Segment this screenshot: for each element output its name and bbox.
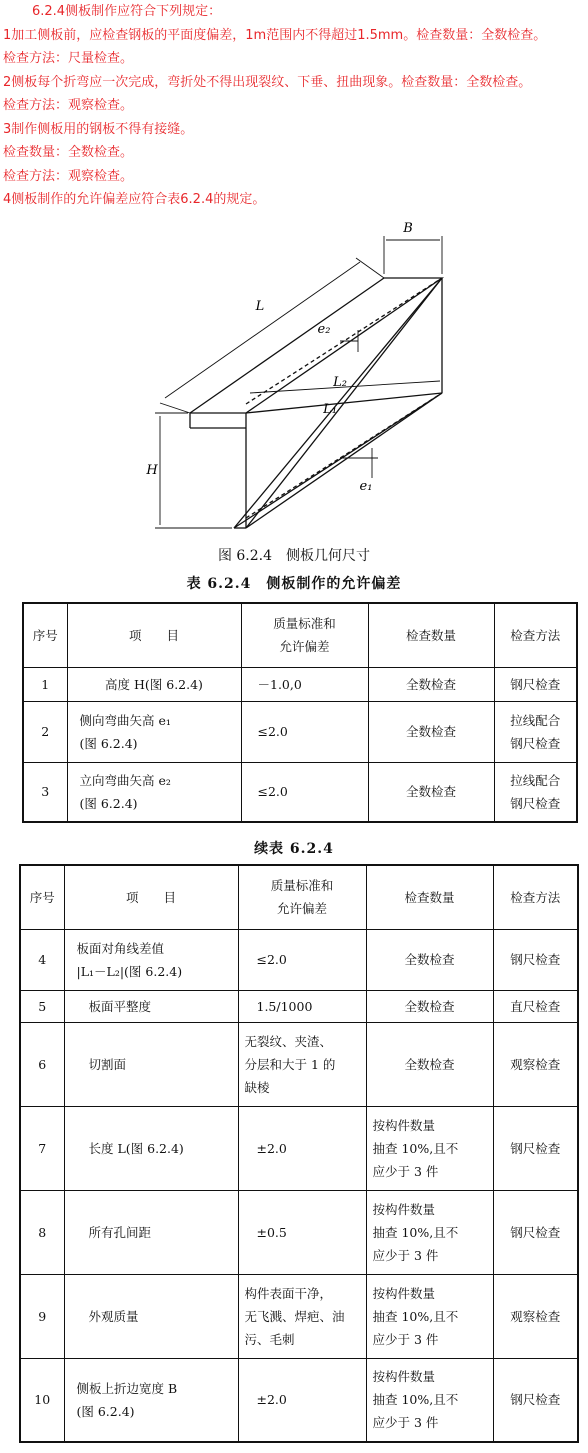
header-cell: 项 目: [67, 603, 241, 667]
side-plate-figure: [0, 218, 588, 538]
intro-line: 2侧板每个折弯应一次完成，弯折处不得出现裂纹、下垂、扭曲现象。检查数量：全数检查。: [3, 74, 532, 90]
cell: 高度 H(图 6.2.4): [67, 667, 241, 701]
cell: 钢尺检查: [493, 1106, 578, 1190]
cell: ±2.0: [238, 1358, 366, 1442]
cell: 按构件数量 抽查 10%,且不 应少于 3 件: [366, 1274, 493, 1358]
cell: 构件表面干净， 无飞溅、焊疤、油 污、毛刺: [238, 1274, 366, 1358]
cell: 6: [20, 1022, 64, 1106]
cell: 全数检查: [368, 762, 494, 822]
cell: 按构件数量 抽查 10%,且不 应少于 3 件: [366, 1106, 493, 1190]
table-row: [20, 990, 578, 1022]
intro-line: 检查方法：尺量检查。: [3, 51, 134, 66]
table-row: [23, 701, 577, 762]
cell: 全数检查: [368, 667, 494, 701]
table-row: [23, 667, 577, 701]
label-e1: e₁: [359, 479, 373, 494]
intro-text: [3, 0, 588, 212]
cell: 板面对角线差值 |L₁－L₂|(图 6.2.4): [64, 929, 238, 990]
cell: 全数检查: [366, 1022, 493, 1106]
table1: [22, 602, 578, 823]
label-l1: L₁: [323, 402, 337, 417]
cell: 侧向弯曲矢高 e₁ (图 6.2.4): [67, 701, 241, 762]
intro-line: 6.2.4侧板制作应符合下列规定：: [32, 4, 222, 19]
header-cell: 质量标准和 允许偏差: [238, 865, 366, 929]
table-row: [23, 762, 577, 822]
cell: 3: [23, 762, 67, 822]
intro-line: 检查方法：观察检查。: [3, 98, 134, 113]
cell: 钢尺检查: [494, 667, 577, 701]
cell: 8: [20, 1190, 64, 1274]
cell: －1.0,0: [241, 667, 368, 701]
diagonal-l1: [246, 278, 442, 528]
table2: [19, 864, 579, 1443]
label-b: B: [403, 221, 413, 236]
intro-line: 3制作侧板用的钢板不得有接缝。: [3, 121, 194, 137]
cell: 无裂纹、夹渣、 分层和大于 1 的 缺棱: [238, 1022, 366, 1106]
cell: 1.5/1000: [238, 990, 366, 1022]
intro-line: 检查方法：观察检查。: [3, 168, 134, 184]
label-e2: e₂: [317, 322, 331, 337]
cell: 全数检查: [366, 929, 493, 990]
label-h: H: [146, 463, 158, 478]
cell: 侧板上折边宽度 B (图 6.2.4): [64, 1358, 238, 1442]
cell: 拉线配合 钢尺检查: [494, 762, 577, 822]
table-row: [20, 1106, 578, 1190]
cell: 钢尺检查: [493, 1358, 578, 1442]
header-cell: 项 目: [64, 865, 238, 929]
cell: 外观质量: [64, 1274, 238, 1358]
table-row: [20, 929, 578, 990]
intro-line: 4侧板制作的允许偏差应符合表6.2.4的规定。: [3, 192, 266, 207]
cell: 2: [23, 701, 67, 762]
label-l2: L₂: [333, 375, 347, 390]
cell: 板面平整度: [64, 990, 238, 1022]
cell: 5: [20, 990, 64, 1022]
cell: ≤2.0: [238, 929, 366, 990]
table1-caption: 表 6.2.4 侧板制作的允许偏差: [186, 576, 402, 592]
cell: 观察检查: [493, 1022, 578, 1106]
table-row: [20, 1358, 578, 1442]
intro-line: 1加工侧板前，应检查钢板的平面度偏差，1m范围内不得超过1.5mm。检查数量：全数检查。: [3, 27, 547, 43]
header-cell: 检查方法: [493, 865, 578, 929]
table-header-row: [20, 865, 578, 929]
cell: 观察检查: [493, 1274, 578, 1358]
cell: 直尺检查: [493, 990, 578, 1022]
cell: 钢尺检查: [493, 929, 578, 990]
header-cell: 检查数量: [368, 603, 494, 667]
side-plate-drawing: [0, 218, 588, 538]
cell: 钢尺检查: [493, 1190, 578, 1274]
cell: 按构件数量 抽查 10%,且不 应少于 3 件: [366, 1190, 493, 1274]
cell: 拉线配合 钢尺检查: [494, 701, 577, 762]
cell: 9: [20, 1274, 64, 1358]
cell: 全数检查: [366, 990, 493, 1022]
intro-line: 检查数量：全数检查。: [3, 145, 134, 160]
header-cell: 检查数量: [366, 865, 493, 929]
cell: 按构件数量 抽查 10%,且不 应少于 3 件: [366, 1358, 493, 1442]
table-header-row: [23, 603, 577, 667]
header-cell: 序号: [20, 865, 64, 929]
top-flange: [190, 278, 442, 413]
cell: ±2.0: [238, 1106, 366, 1190]
header-cell: 序号: [23, 603, 67, 667]
cell: ≤2.0: [241, 762, 368, 822]
cell: 1: [23, 667, 67, 701]
cell: 所有孔间距: [64, 1190, 238, 1274]
cell: 切割面: [64, 1022, 238, 1106]
table-row: [20, 1274, 578, 1358]
cell: 7: [20, 1106, 64, 1190]
cell: 10: [20, 1358, 64, 1442]
cell: ≤2.0: [241, 701, 368, 762]
cell: 全数检查: [368, 701, 494, 762]
header-cell: 检查方法: [494, 603, 577, 667]
table2-caption: 续表 6.2.4: [254, 841, 334, 857]
table-row: [20, 1190, 578, 1274]
cell: 长度 L(图 6.2.4): [64, 1106, 238, 1190]
cell: 4: [20, 929, 64, 990]
label-l: L: [255, 299, 265, 314]
table-row: [20, 1022, 578, 1106]
header-cell: 质量标准和 允许偏差: [241, 603, 368, 667]
cell: 立向弯曲矢高 e₂ (图 6.2.4): [67, 762, 241, 822]
cell: ±0.5: [238, 1190, 366, 1274]
figure-caption: 图 6.2.4 侧板几何尺寸: [217, 548, 371, 564]
